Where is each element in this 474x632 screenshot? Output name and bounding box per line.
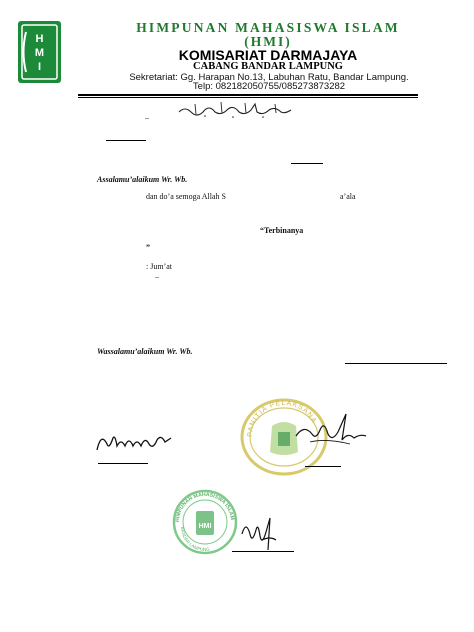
aala-text: a’ala xyxy=(340,192,356,201)
hmi-stamp-text: HIMPUNAN MAHASISWA ISLAM xyxy=(174,491,235,523)
panitia-stamp-text: PANITIA PELAKSANA xyxy=(246,399,318,438)
closing-quote: ” xyxy=(146,243,150,252)
closing-greeting: Wassalamu’alaikum Wr. Wb. xyxy=(97,347,193,356)
dash-mark: – xyxy=(155,272,159,281)
svg-text:I: I xyxy=(37,61,42,73)
hmi-logo xyxy=(17,20,62,84)
signature-3 xyxy=(238,510,278,556)
hmi-stamp-bottom-text: BANDAR LAMPUNG xyxy=(179,526,210,553)
signature-line xyxy=(232,551,294,552)
basmala-calligraphy xyxy=(175,98,295,120)
signature-line xyxy=(98,463,148,464)
underline-rule xyxy=(345,363,447,364)
org-name: HIMPUNAN MAHASISWA ISLAM xyxy=(136,20,400,35)
signature-1 xyxy=(95,424,175,458)
hmi-stamp xyxy=(171,487,239,557)
hmi-stamp-logo-text: HMI xyxy=(198,523,212,530)
salutation: Assalamu’alaikum Wr. Wb. xyxy=(97,175,188,184)
komisariat-title: KOMISARIAT DARMAJAYA xyxy=(178,47,358,63)
secretariat-address: Sekretariat: Gg. Harapan No.13, Labuhan Ratu, Bandar Lampung. xyxy=(129,72,409,83)
phone-numbers: Telp: 082182050755/085273873282 xyxy=(192,81,346,92)
svg-text:H: H xyxy=(35,33,44,45)
signature-line xyxy=(305,466,341,467)
doa-text: dan do’a semoga Allah S xyxy=(146,192,226,201)
cabang-title: CABANG BANDAR LAMPUNG xyxy=(193,61,343,72)
underline-rule xyxy=(291,163,323,164)
header-divider-thick xyxy=(78,94,418,96)
day-field: : Jum’at xyxy=(146,262,172,271)
dash-mark: – xyxy=(145,113,149,122)
org-abbreviation: (HMI) xyxy=(244,34,292,49)
event-title-fragment: “Terbinanya xyxy=(260,226,304,235)
underline-rule xyxy=(106,140,146,141)
signature-2 xyxy=(290,410,368,454)
svg-text:M: M xyxy=(34,47,45,59)
